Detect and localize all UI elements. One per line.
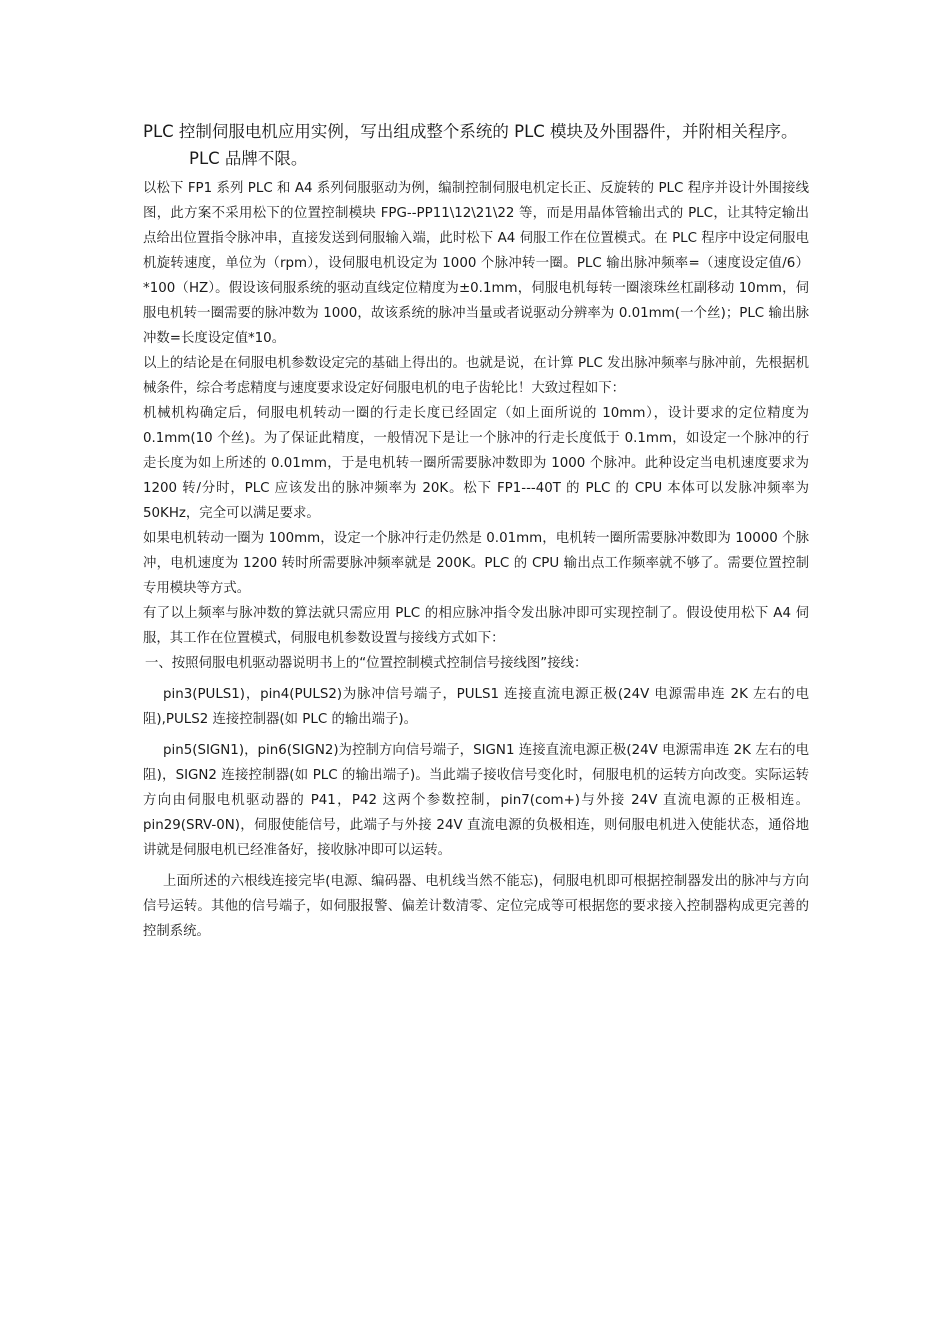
- paragraph-mechanism: 机械机构确定后，伺服电机转动一圈的行走长度已经固定（如上面所说的 10mm），设计要求的定位精度为 0.1mm(10 个丝)。为了保证此精度，一般情况下是让一个脉冲的行走长度低于 0.1mm，如设定一个脉冲的行走长度为如上所述的 0.01mm，于是电机转一圈所需要脉冲数即为 1000 个脉冲。此种设定当电机速度要求为 1200 转/分时，PLC 应该发出的脉冲频率为 20K。松下 FP1---40T 的 PLC 的 CPU 本体可以发脉冲频率为 50KHz，完全可以满足要求。: [143, 406, 809, 521]
- paragraph-summary: 上面所述的六根线连接完毕(电源、编码器、电机线当然不能忘)，伺服电机即可根据控制器发出的脉冲与方向信号运转。其他的信号端子，如伺服报警、偏差计数清零、定位完成等可根据您的要求接入控制器构成更完善的控制系统。: [143, 874, 809, 939]
- paragraph-sign-pins: pin5(SIGN1)，pin6(SIGN2)为控制方向信号端子，SIGN1 连接直流电源正极(24V 电源需串连 2K 左右的电阻)，SIGN2 连接控制器(如 PLC 的输出端子)。当此端子接收信号变化时，伺服电机的运转方向改变。实际运转方向由伺服电机驱动器的 P41，P42 这两个参数控制，pin7(com+)与外接 24V 直流电源的正极相连。pin29(SRV-0N)，伺服使能信号，此端子与外接 24V 直流电源的负极相连，则伺服电机进入使能状态，通俗地讲就是伺服电机已经准备好，接收脉冲即可以运转。: [143, 743, 809, 858]
- paragraph-wiring-heading: 一、按照伺服电机驱动器说明书上的“位置控制模式控制信号接线图”接线：: [145, 656, 588, 671]
- document-title: PLC 控制伺服电机应用实例，写出组成整个系统的 PLC 模块及外围器件，并附相关程序。: [143, 122, 798, 141]
- paragraph-conclusion: 以上的结论是在伺服电机参数设定完的基础上得出的。也就是说，在计算 PLC 发出脉冲频率与脉冲前，先根据机械条件，综合考虑精度与速度要求设定好伺服电机的电子齿轮比！大致过程如下：: [143, 356, 809, 396]
- paragraph-pulse-algorithm: 有了以上频率与脉冲数的算法就只需应用 PLC 的相应脉冲指令发出脉冲即可实现控制了。假设使用松下 A4 伺服，其工作在位置模式，伺服电机参数设置与接线方式如下：: [143, 606, 809, 646]
- paragraph-100mm-case: 如果电机转动一圈为 100mm，设定一个脉冲行走仍然是 0.01mm，电机转一圈所需要脉冲数即为 10000 个脉冲，电机速度为 1200 转时所需要脉冲频率就是 200K。PLC 的 CPU 输出点工作频率就不够了。需要位置控制专用模块等方式。: [143, 531, 809, 596]
- paragraph-intro: 以松下 FP1 系列 PLC 和 A4 系列伺服驱动为例，编制控制伺服电机定长正、反旋转的 PLC 程序并设计外围接线图，此方案不采用松下的位置控制模块 FPG--PP11\12\21\22 等，而是用晶体管输出式的 PLC，让其特定输出点给出位置指令脉冲串，直接发送到伺服输入端，此时松下 A4 伺服工作在位置模式。在 PLC 程序中设定伺服电机旋转速度，单位为（rpm），设伺服电机设定为 1000 个脉冲转一圈。PLC 输出脉冲频率=（速度设定值/6）*100（HZ）。假设该伺服系统的驱动直线定位精度为±0.1mm，伺服电机每转一圈滚珠丝杠副移动 10mm，伺服电机转一圈需要的脉冲数为 1000，故该系统的脉冲当量或者说驱动分辨率为 0.01mm(一个丝)；PLC 输出脉冲数=长度设定值*10。: [143, 181, 809, 346]
- document-page: [143, 118, 809, 944]
- paragraph-pulse-pins: pin3(PULS1)，pin4(PULS2)为脉冲信号端子，PULS1 连接直流电源正极(24V 电源需串连 2K 左右的电阻),PULS2 连接控制器(如 PLC 的输出端子)。: [143, 687, 809, 727]
- document-title-continued: PLC 品牌不限。: [189, 149, 308, 168]
